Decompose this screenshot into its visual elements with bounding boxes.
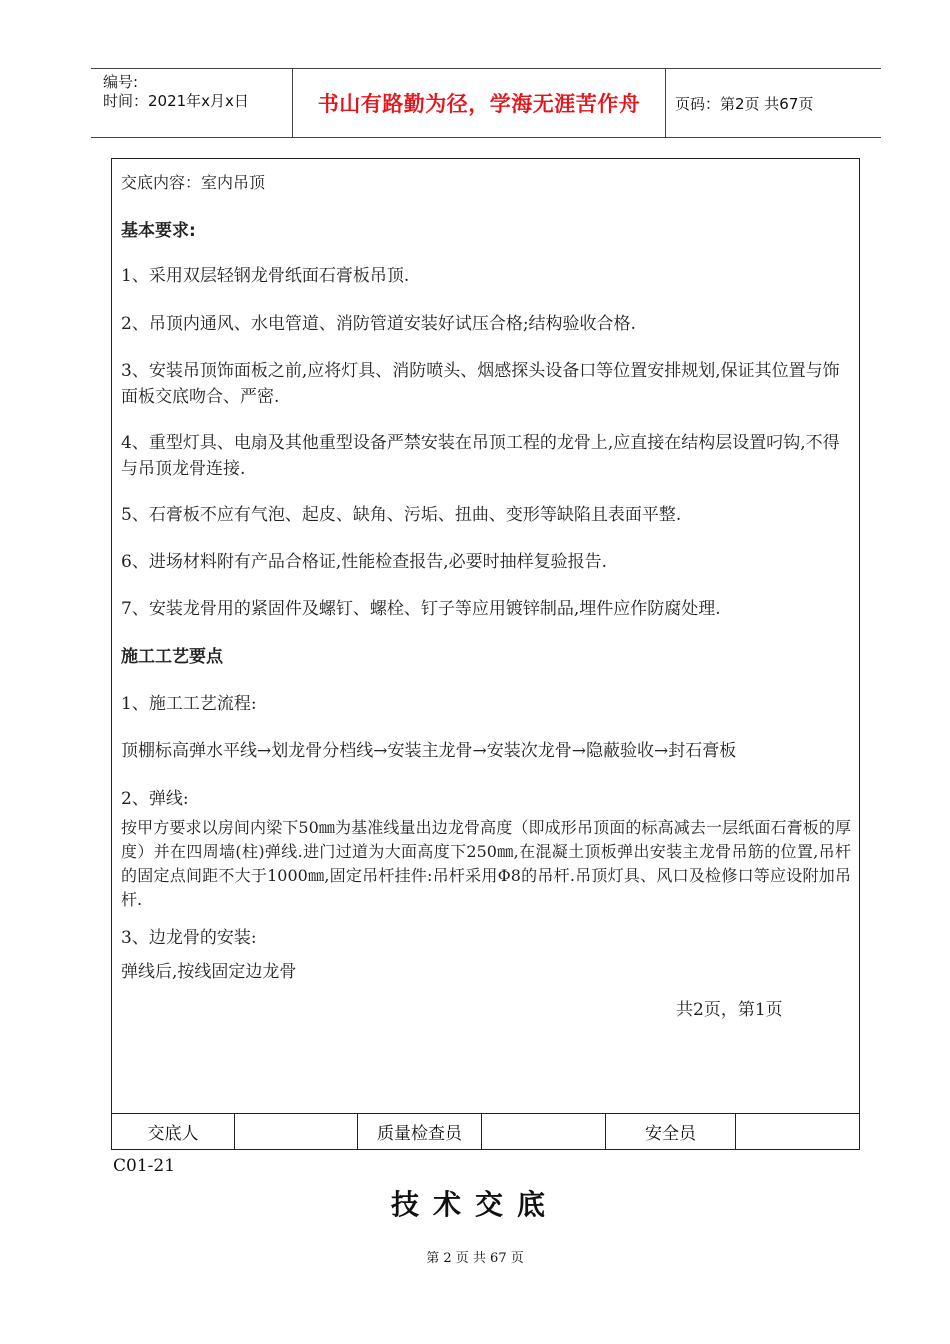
time-label: 时间：2021年x月x日 (103, 92, 249, 110)
disclosure-content-box (111, 158, 860, 1114)
basic-item-1: 1、采用双层轻钢龙骨纸面石膏板吊顶. (121, 266, 410, 286)
basic-requirements-heading: 基本要求: (121, 221, 196, 241)
snapline-title: 2、弹线: (121, 789, 189, 809)
edge-keel-text: 弹线后,按线固定边龙骨 (121, 962, 297, 982)
basic-item-6: 6、进场材料附有产品合格证,性能检查报告,必要时抽样复验报告. (121, 552, 608, 572)
basic-item-5: 5、石膏板不应有气泡、起皮、缺角、污垢、扭曲、变形等缺陷且表面平整. (121, 505, 682, 525)
safety-officer-signature (736, 1114, 858, 1149)
edge-keel-title: 3、边龙骨的安装: (121, 928, 257, 948)
snapline-text: 按甲方要求以房间内梁下50㎜为基准线量出边龙骨高度（即成形吊顶面的标高减去一层纸面石膏板的厚度）并在四周墙(柱)弹线.进门过道为大面高度下250㎜,在混凝土顶板弹出安装主龙骨吊筋的位置,吊杆的固定点间距不大于1000㎜,固定吊杆挂件:吊杆采用Φ8的吊杆.吊顶灯具、风口及检修口等应设附加吊杆. (121, 818, 851, 909)
disclosure-subject: 交底内容：室内吊顶 (121, 173, 266, 192)
signature-table (111, 1113, 860, 1150)
page-header (91, 68, 881, 138)
header-page-number: 页码：第2页 共67页 (675, 94, 814, 113)
process-flow-title: 1、施工工艺流程: (121, 694, 257, 714)
disclosure-person-label: 交底人 (112, 1114, 235, 1149)
form-code: C01-21 (113, 1156, 176, 1176)
disclosure-person-signature (235, 1114, 358, 1149)
quality-inspector-label: 质量检查员 (358, 1114, 482, 1149)
safety-officer-label: 安全员 (606, 1114, 736, 1149)
document-title: 技术交底 (390, 1188, 559, 1221)
basic-item-3: 3、安装吊顶饰面板之前,应将灯具、消防喷头、烟感探头设备口等位置安排规划,保证其位置与饰面板交底吻合、严密. (121, 361, 840, 407)
section-page-info: 共2页，第1页 (676, 1000, 783, 1020)
header-motto: 书山有路勤为径，学海无涯苦作舟 (317, 92, 641, 116)
header-divider (665, 69, 666, 137)
quality-inspector-signature (482, 1114, 606, 1149)
header-meta (103, 73, 249, 111)
basic-item-4: 4、重型灯具、电扇及其他重型设备严禁安装在吊顶工程的龙骨上,应直接在结构层设置叼钩,不得与吊顶龙骨连接. (121, 433, 840, 479)
code-label: 编号: (103, 73, 139, 91)
process-flow: 顶棚标高弹水平线→划龙骨分档线→安装主龙骨→安装次龙骨→隐蔽验收→封石膏板 (121, 741, 737, 761)
process-heading: 施工工艺要点 (121, 647, 223, 667)
basic-item-7: 7、安装龙骨用的紧固件及螺钉、螺栓、钉子等应用镀锌制品,埋件应作防腐处理. (121, 599, 721, 619)
page-footer: 第 2 页 共 67 页 (426, 1251, 524, 1266)
basic-item-2: 2、吊顶内通风、水电管道、消防管道安装好试压合格;结构验收合格. (121, 314, 636, 334)
